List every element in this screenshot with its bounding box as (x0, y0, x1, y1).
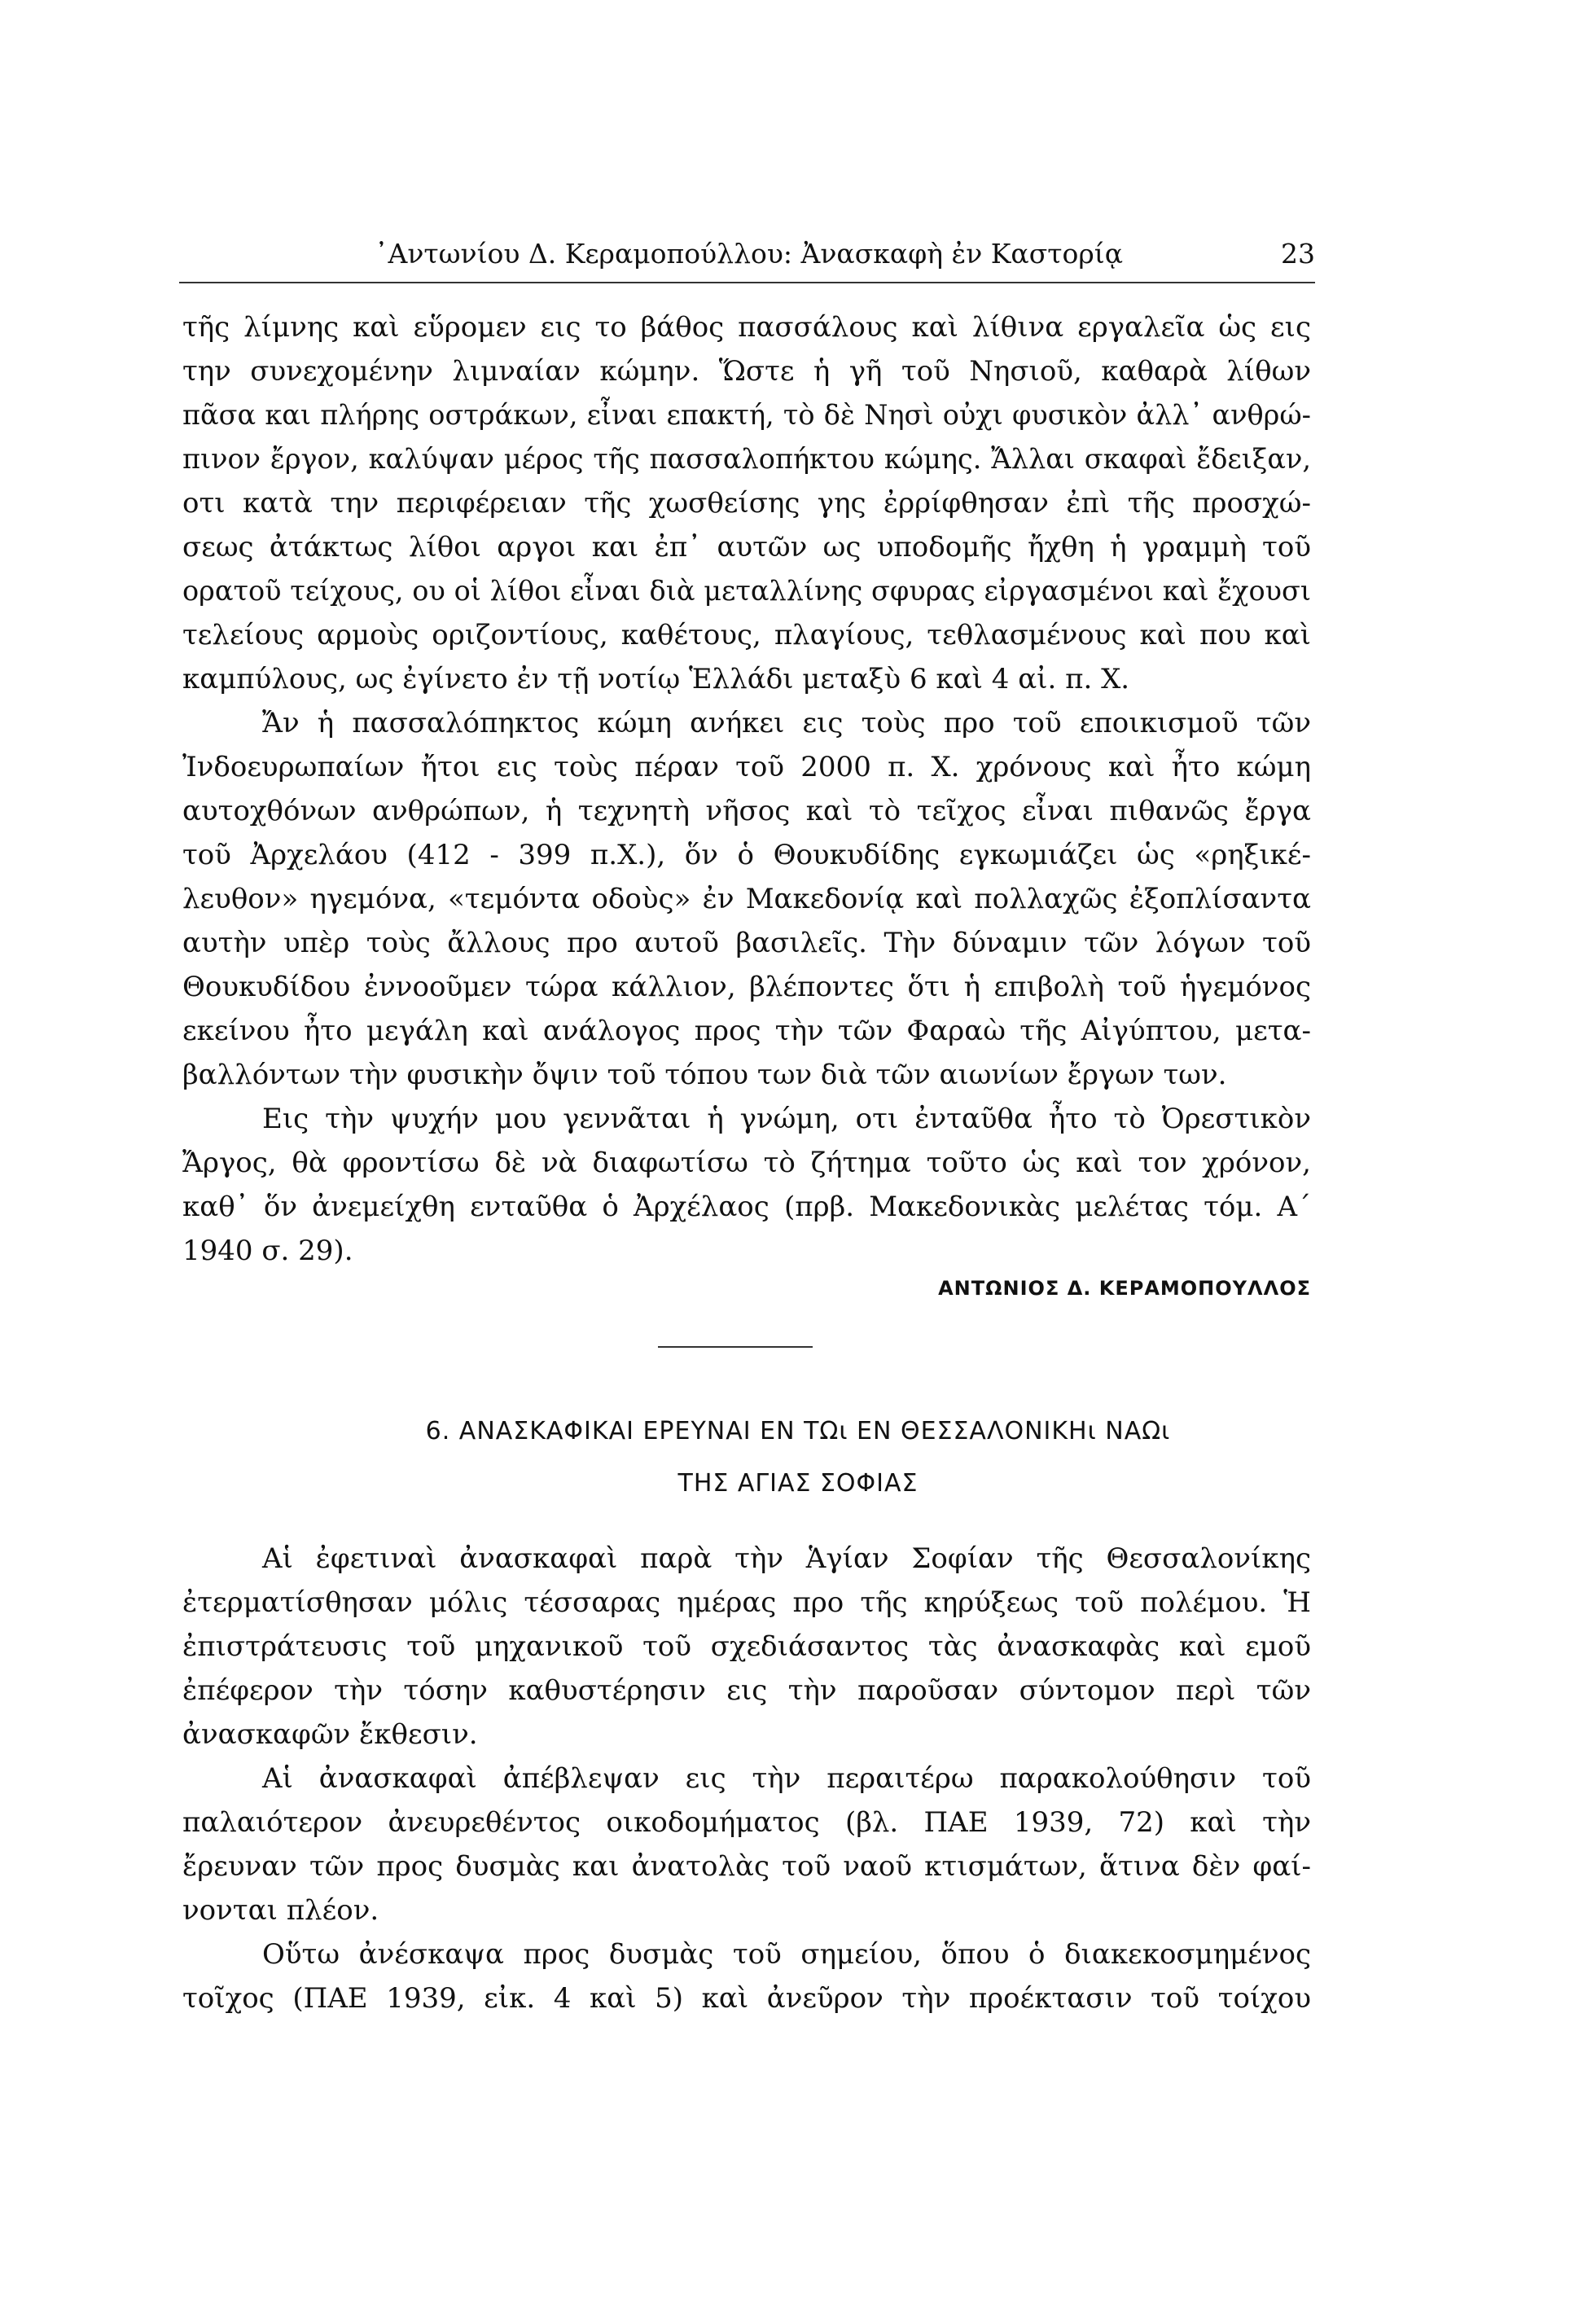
text-line: ἀνασκαφῶν ἔκθεσιν. (182, 1718, 478, 1751)
text-line: καθ᾿ ὅν ἀνεμείχθη ενταῦθα ὁ Ἀρχέλαος (πρβ. Μακεδονικὰς μελέτας τόμ. Α΄ (182, 1191, 1311, 1223)
author-signature: ΑΝΤΩΝΙΟΣ Δ. ΚΕΡΑΜΟΠΟΥΛΛΟΣ (938, 1277, 1311, 1300)
text-line: Ἄργος, θὰ φροντίσω δὲ νὰ διαφωτίσω τὸ ζήτημα τοῦτο ὡς καὶ τον χρόνον, (182, 1147, 1311, 1179)
text-line: Ἰνδοευρωπαίων ἤτοι εις τοὺς πέραν τοῦ 2000 π. Χ. χρόνους καὶ ἦτο κώμη (182, 751, 1311, 783)
text-line: τοῦ Ἀρχελάου (412 - 399 π.Χ.), ὅν ὁ Θουκυδίδης εγκωμιάζει ὡς «ρηξικέ- (182, 839, 1311, 871)
text-line: οτι κατὰ την περιφέρειαν τῆς χωσθείσης γης ἐρρίφθησαν ἐπὶ τῆς προσχώ- (182, 487, 1311, 520)
text-line: αυτὴν υπὲρ τοὺς ἄλλους προ αυτοῦ βασιλεῖς. Τὴν δύναμιν τῶν λόγων τοῦ (182, 927, 1311, 959)
text-line: πινον ἔργον, καλύψαν μέρος τῆς πασσαλοπήκτου κώμης. Ἄλλαι σκαφαὶ ἔδειξαν, (182, 443, 1311, 475)
running-title: ᾿Αντωνίου Δ. Κεραμοπούλλου: Ἀνασκαφὴ ἐν Καστορίᾳ (375, 238, 1123, 270)
text-line: παλαιότερον ἀνευρεθέντος οικοδομήματος (βλ. ΠΑΕ 1939, 72) καὶ τὴν (182, 1806, 1311, 1839)
text-line: Αἱ ἀνασκαφαὶ ἀπέβλεψαν εις τὴν περαιτέρω παρακολούθησιν τοῦ (262, 1762, 1311, 1795)
text-line: Θουκυδίδου ἐννοοῦμεν τώρα κάλλιον, βλέποντες ὅτι ἡ επιβολὴ τοῦ ἡγεμόνος (182, 971, 1311, 1003)
text-line: Εις τὴν ψυχήν μου γεννᾶται ἡ γνώμη, οτι ἐνταῦθα ἦτο τὸ Ὀρεστικὸν (262, 1103, 1311, 1135)
text-line: λευθον» ηγεμόνα, «τεμόντα οδοὺς» ἐν Μακεδονίᾳ καὶ πολλαχῶς ἐξοπλίσαντα (182, 883, 1311, 915)
text-line: την συνεχομένην λιμναίαν κώμην. Ὥστε ἡ γῆ τοῦ Νησιοῦ, καθαρὰ λίθων (182, 355, 1311, 388)
text-line: εκείνου ἦτο μεγάλη καὶ ανάλογος προς τὴν τῶν Φαραὼ τῆς Αἰγύπτου, μετα- (182, 1015, 1311, 1047)
text-line: σεως ἀτάκτως λίθοι αργοι και ἐπ᾿ αυτῶν ως υποδομῆς ἤχθη ἡ γραμμὴ τοῦ (182, 531, 1311, 564)
text-line: Οὕτω ἀνέσκαψα προς δυσμὰς τοῦ σημείου, ὅπου ὁ διακεκοσμημένος (262, 1938, 1311, 1971)
header-rule (179, 282, 1315, 283)
text-line: ἐπέφερον τὴν τόσην καθυστέρησιν εις τὴν παροῦσαν σύντομον περὶ τῶν (182, 1674, 1311, 1707)
section-separator (658, 1346, 813, 1348)
text-line: ορατοῦ τείχους, ου οἱ λίθοι εἶναι διὰ μεταλλίνης σφυρας εἰργασμένοι καὶ ἔχουσι (182, 575, 1311, 607)
text-line: τῆς λίμνης καὶ εὕρομεν εις το βάθος πασσάλους καὶ λίθινα εργαλεῖα ὡς εις (182, 311, 1311, 344)
section-subheading: ΤΗΣ ΑΓΙΑΣ ΣΟΦΙΑΣ (677, 1469, 919, 1498)
text-line: βαλλόντων τὴν φυσικὴν ὄψιν τοῦ τόπου των διὰ τῶν αιωνίων ἔργων των. (182, 1059, 1227, 1091)
text-line: πᾶσα και πλήρης οστράκων, εἶναι επακτή, τὸ δὲ Νησὶ οὐχι φυσικὸν ἀλλ᾿ ανθρώ- (182, 399, 1311, 431)
page-number: 23 (1281, 238, 1315, 270)
text-line: τελείους αρμοὺς οριζοντίους, καθέτους, πλαγίους, τεθλασμένους καὶ που καὶ (182, 619, 1311, 651)
text-line: ἐπιστράτευσις τοῦ μηχανικοῦ τοῦ σχεδιάσαντος τὰς ἀνασκαφὰς καὶ εμοῦ (182, 1630, 1311, 1663)
text-line: Αἱ ἐφετιναὶ ἀνασκαφαὶ παρὰ τὴν Ἁγίαν Σοφίαν τῆς Θεσσαλονίκης (262, 1542, 1311, 1575)
text-line: τοῖχος (ΠΑΕ 1939, εἰκ. 4 καὶ 5) καὶ ἀνεῦρον τὴν προέκτασιν τοῦ τοίχου (182, 1982, 1311, 2015)
text-line: ἐτερματίσθησαν μόλις τέσσαρας ημέρας προ τῆς κηρύξεως τοῦ πολέμου. Ἡ (182, 1586, 1311, 1619)
text-line: αυτοχθόνων ανθρώπων, ἡ τεχνητὴ νῆσος καὶ τὸ τεῖχος εἶναι πιθανῶς ἔργα (182, 795, 1311, 827)
text-line: ἔρευναν τῶν προς δυσμὰς και ἀνατολὰς τοῦ ναοῦ κτισμάτων, ἅτινα δὲν φαί- (182, 1850, 1311, 1883)
section-heading: 6. ΑΝΑΣΚΑΦΙΚΑΙ ΕΡΕΥΝΑΙ ΕΝ ΤΩι ΕΝ ΘΕΣΣΑΛΟΝΙΚΗι ΝΑΩι (425, 1417, 1171, 1445)
text-line: νονται πλέον. (182, 1894, 379, 1927)
text-line: 1940 σ. 29). (182, 1235, 353, 1267)
text-line: Ἄν ἡ πασσαλόπηκτος κώμη ανήκει εις τοὺς προ τοῦ εποικισμοῦ τῶν (262, 707, 1311, 739)
text-line: καμπύλους, ως ἐγίνετο ἐν τῇ νοτίῳ Ἑλλάδι μεταξὺ 6 καὶ 4 αἰ. π. Χ. (182, 663, 1130, 695)
